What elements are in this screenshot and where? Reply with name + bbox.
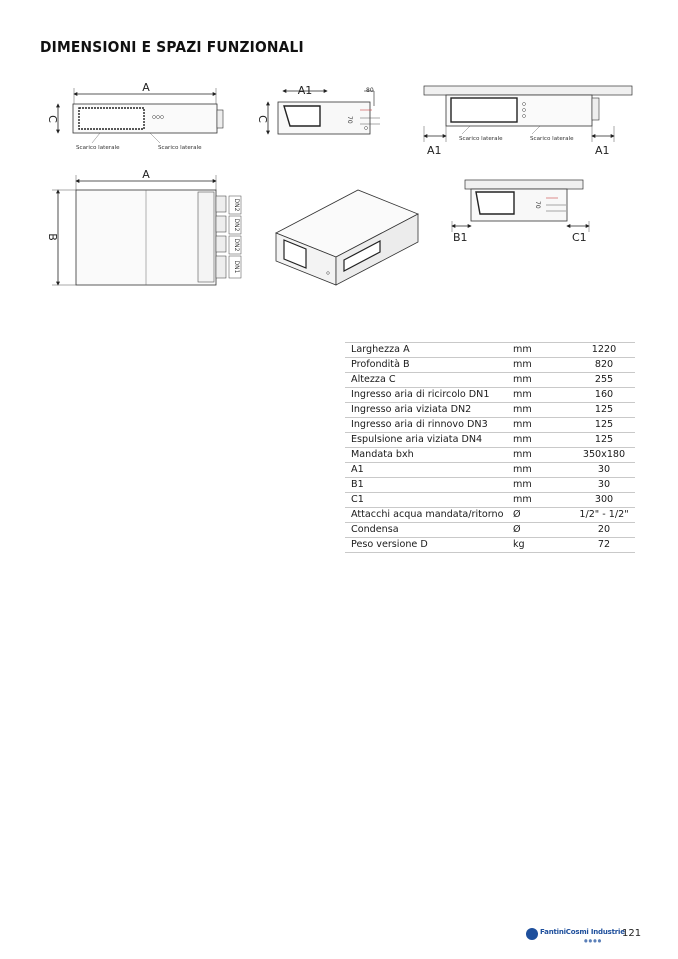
dn2-label: DN2 <box>233 238 240 252</box>
spec-unit: Ø <box>506 523 573 538</box>
scarico-label-2: Scarico laterale <box>158 145 202 151</box>
spec-name: A1 <box>345 463 506 478</box>
dn4-label: DN2 <box>233 198 240 212</box>
table-row <box>345 478 635 493</box>
top-view-drawing <box>46 168 241 285</box>
spec-name: Ingresso aria di rinnovo DN3 <box>345 418 506 433</box>
scarico-label-3: Scarico laterale <box>459 136 503 142</box>
spec-value: 20 <box>573 523 635 538</box>
table-row <box>345 493 635 508</box>
dim-a-label: A <box>142 81 150 94</box>
spec-value: 30 <box>573 478 635 493</box>
side-section-drawing <box>256 84 380 134</box>
dim-b-label: B <box>46 233 59 241</box>
page-number: 121 <box>622 928 642 939</box>
spec-name: Ingresso aria viziata DN2 <box>345 403 506 418</box>
spec-name: Profondità B <box>345 358 506 373</box>
spec-value: 1220 <box>573 343 635 358</box>
table-row <box>345 433 635 448</box>
spec-value: 30 <box>573 463 635 478</box>
technical-drawings <box>0 0 678 330</box>
spec-unit: mm <box>506 418 573 433</box>
table-row <box>345 523 635 538</box>
spec-value: 72 <box>573 538 635 553</box>
spec-unit: kg <box>506 538 573 553</box>
dim-70-label: 70 <box>346 116 353 124</box>
dim-a1-label: A1 <box>297 84 313 97</box>
table-row <box>345 373 635 388</box>
table-row <box>345 418 635 433</box>
dim-b1-label: B1 <box>453 231 468 244</box>
spec-name: Ingresso aria di ricircolo DN1 <box>345 388 506 403</box>
page-title: DIMENSIONI E SPAZI FUNZIONALI <box>40 38 304 56</box>
spec-value: 160 <box>573 388 635 403</box>
spec-name: Espulsione aria viziata DN4 <box>345 433 506 448</box>
isometric-drawing <box>276 190 418 285</box>
logo-circle-icon <box>526 928 538 940</box>
table-row <box>345 448 635 463</box>
scarico-label-4: Scarico laterale <box>530 136 574 142</box>
dim-a1-left-label: A1 <box>427 144 442 157</box>
spec-unit: mm <box>506 343 573 358</box>
table-row <box>345 508 635 523</box>
dim-80-label: 80 <box>366 87 374 94</box>
table-row <box>345 403 635 418</box>
spec-name: C1 <box>345 493 506 508</box>
spec-name: Attacchi acqua mandata/ritorno <box>345 508 506 523</box>
dim-c1-label: C1 <box>572 231 587 244</box>
spec-name: Condensa <box>345 523 506 538</box>
spec-unit: mm <box>506 403 573 418</box>
table-row <box>345 463 635 478</box>
spec-unit: mm <box>506 478 573 493</box>
table-row <box>345 358 635 373</box>
spec-name: Altezza C <box>345 373 506 388</box>
table-row <box>345 343 635 358</box>
dim-c-side-label: C <box>256 115 269 123</box>
ceiling-side-drawing <box>452 180 589 244</box>
dn3-label: DN2 <box>233 218 240 232</box>
spec-name: B1 <box>345 478 506 493</box>
spec-name: Peso versione D <box>345 538 506 553</box>
spec-unit: mm <box>506 493 573 508</box>
spec-value: 1/2" - 1/2" <box>573 508 635 523</box>
spec-value: 125 <box>573 418 635 433</box>
spec-unit: mm <box>506 373 573 388</box>
spec-value: 820 <box>573 358 635 373</box>
spec-table <box>345 342 635 553</box>
table-row <box>345 538 635 553</box>
spec-value: 255 <box>573 373 635 388</box>
spec-name: Larghezza A <box>345 343 506 358</box>
spec-unit: Ø <box>506 508 573 523</box>
front-view-drawing <box>46 81 223 151</box>
dim-a1-right-label: A1 <box>595 144 610 157</box>
brand-dots: ●●●● <box>584 939 603 944</box>
dn1-label: DN1 <box>233 260 240 274</box>
spec-unit: mm <box>506 388 573 403</box>
spec-value: 125 <box>573 403 635 418</box>
spec-unit: mm <box>506 463 573 478</box>
dim-70b-label: 70 <box>534 201 541 209</box>
spec-unit: mm <box>506 433 573 448</box>
dim-a-top-label: A <box>142 168 150 181</box>
spec-name: Mandata bxh <box>345 448 506 463</box>
spec-unit: mm <box>506 358 573 373</box>
table-row <box>345 388 635 403</box>
spec-value: 125 <box>573 433 635 448</box>
dim-c-label: C <box>46 115 59 123</box>
spec-value: 300 <box>573 493 635 508</box>
brand-name: FantiniCosmi Industrie <box>540 928 625 936</box>
scarico-label-1: Scarico laterale <box>76 145 120 151</box>
ceiling-front-drawing <box>424 86 632 157</box>
spec-unit: mm <box>506 448 573 463</box>
spec-value: 350x180 <box>573 448 635 463</box>
